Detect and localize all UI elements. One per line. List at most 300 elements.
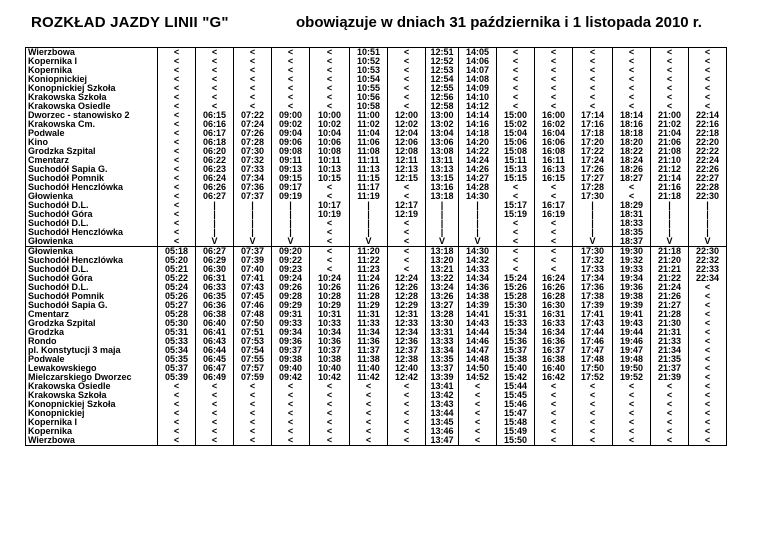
departure-cell: 09:11: [272, 156, 310, 165]
departure-cell: |: [426, 228, 459, 237]
departure-cell: <: [573, 75, 613, 84]
departure-cell: 07:30: [234, 147, 272, 156]
departure-cell: 14:50: [459, 364, 497, 373]
departure-cell: 16:37: [535, 346, 573, 355]
departure-cell: 07:46: [234, 301, 272, 310]
departure-cell: 16:08: [535, 147, 573, 156]
departure-cell: 07:39: [234, 256, 272, 265]
departure-cell: 21:12: [651, 165, 689, 174]
departure-cell: 11:34: [350, 328, 388, 337]
departure-cell: 14:20: [459, 138, 497, 147]
departure-cell: <: [388, 57, 426, 66]
departure-cell: 14:22: [459, 147, 497, 156]
departure-cell: <: [651, 84, 689, 93]
stop-name: Mielczarskiego Dworzec: [28, 373, 132, 382]
departure-cell: 10:29: [310, 301, 350, 310]
departure-cell: <: [158, 129, 196, 138]
departure-cell: <: [310, 66, 350, 75]
departure-cell: |: [689, 228, 727, 237]
departure-cell: <: [388, 247, 426, 257]
departure-cell: 14:06: [459, 57, 497, 66]
departure-cell: 14:26: [459, 165, 497, 174]
departure-cell: <: [158, 427, 196, 436]
departure-cell: <: [196, 66, 234, 75]
departure-cell: 17:34: [573, 274, 613, 283]
departure-cell: <: [350, 382, 388, 391]
departure-cell: 22:30: [689, 192, 727, 201]
departure-cell: 10:00: [310, 111, 350, 120]
departure-cell: <: [459, 391, 497, 400]
departure-cell: 16:31: [535, 310, 573, 319]
departure-cell: 09:13: [272, 165, 310, 174]
departure-cell: 15:30: [497, 301, 535, 310]
departure-cell: <: [651, 436, 689, 446]
departure-cell: <: [272, 418, 310, 427]
departure-cell: <: [158, 174, 196, 183]
departure-cell: 06:30: [196, 265, 234, 274]
departure-cell: 09:00: [272, 111, 310, 120]
timetable-row: [26, 210, 727, 219]
departure-cell: 09:31: [272, 310, 310, 319]
stop-name: Kino: [28, 138, 48, 147]
departure-cell: <: [310, 256, 350, 265]
departure-cell: 11:33: [350, 319, 388, 328]
departure-cell: 22:30: [689, 247, 727, 257]
departure-cell: 10:51: [350, 48, 388, 58]
departure-cell: 14:09: [459, 84, 497, 93]
departure-cell: V: [196, 237, 234, 247]
departure-cell: 22:28: [689, 183, 727, 192]
departure-cell: 15:26: [497, 283, 535, 292]
departure-cell: 14:30: [459, 192, 497, 201]
departure-cell: 11:22: [350, 256, 388, 265]
departure-cell: 06:41: [196, 328, 234, 337]
departure-cell: 10:42: [310, 373, 350, 382]
departure-cell: <: [388, 66, 426, 75]
departure-cell: <: [272, 391, 310, 400]
departure-cell: <: [497, 66, 535, 75]
departure-cell: 12:54: [426, 75, 459, 84]
departure-cell: 05:20: [158, 256, 196, 265]
departure-cell: <: [651, 427, 689, 436]
departure-cell: <: [535, 93, 573, 102]
departure-cell: 06:45: [196, 355, 234, 364]
stop-name: Głowienka: [28, 237, 74, 246]
departure-cell: <: [234, 84, 272, 93]
departure-cell: 15:15: [497, 174, 535, 183]
departure-cell: 22:22: [689, 147, 727, 156]
departure-cell: 09:04: [272, 129, 310, 138]
departure-cell: 09:29: [272, 301, 310, 310]
departure-cell: 15:34: [497, 328, 535, 337]
departure-cell: 05:24: [158, 283, 196, 292]
departure-cell: 12:28: [388, 292, 426, 301]
departure-cell: <: [272, 382, 310, 391]
departure-cell: 05:37: [158, 364, 196, 373]
departure-cell: 15:37: [497, 346, 535, 355]
departure-cell: <: [689, 292, 727, 301]
departure-cell: 12:38: [388, 355, 426, 364]
departure-cell: 19:34: [613, 274, 651, 283]
departure-cell: 11:08: [350, 147, 388, 156]
departure-cell: <: [158, 120, 196, 129]
departure-cell: 07:55: [234, 355, 272, 364]
departure-cell: 12:19: [388, 210, 426, 219]
departure-cell: <: [613, 400, 651, 409]
departure-cell: 11:00: [350, 111, 388, 120]
departure-cell: 21:30: [651, 319, 689, 328]
stop-name: Kopernika: [28, 66, 73, 75]
departure-cell: 17:30: [573, 247, 613, 257]
departure-cell: <: [613, 57, 651, 66]
departure-cell: 06:27: [196, 192, 234, 201]
stop-name: Grodzka: [28, 328, 65, 337]
departure-cell: <: [689, 346, 727, 355]
departure-cell: 16:28: [535, 292, 573, 301]
departure-cell: 21:08: [651, 147, 689, 156]
departure-cell: 15:17: [497, 201, 535, 210]
departure-cell: 09:23: [272, 265, 310, 274]
departure-cell: <: [689, 301, 727, 310]
departure-cell: <: [350, 400, 388, 409]
departure-cell: |: [459, 201, 497, 210]
departure-cell: <: [573, 57, 613, 66]
stop-name: Krakowska Szkoła: [28, 93, 107, 102]
departure-cell: <: [234, 427, 272, 436]
stop-name: Krakowska Osiedle: [28, 102, 111, 111]
departure-cell: 12:51: [426, 48, 459, 58]
departure-cell: <: [388, 409, 426, 418]
departure-cell: <: [497, 48, 535, 58]
departure-cell: |: [573, 228, 613, 237]
departure-cell: 11:19: [350, 192, 388, 201]
stop-name: Grodzka Szpital: [28, 147, 96, 156]
departure-cell: 10:04: [310, 129, 350, 138]
timetable-row: [26, 301, 727, 310]
stop-name: Suchodół Henczlówka: [28, 228, 124, 237]
departure-cell: <: [613, 183, 651, 192]
departure-cell: 13:27: [426, 301, 459, 310]
stop-name: Krakowska Osiedle: [28, 382, 111, 391]
departure-cell: |: [459, 219, 497, 228]
departure-cell: <: [158, 201, 196, 210]
departure-cell: 11:11: [350, 156, 388, 165]
departure-cell: 21:37: [651, 364, 689, 373]
departure-cell: <: [350, 391, 388, 400]
departure-cell: <: [388, 75, 426, 84]
departure-cell: 17:26: [573, 165, 613, 174]
departure-cell: 21:24: [651, 283, 689, 292]
departure-cell: 10:58: [350, 102, 388, 111]
departure-cell: <: [158, 192, 196, 201]
departure-cell: <: [234, 391, 272, 400]
departure-cell: 13:33: [426, 337, 459, 346]
departure-cell: 11:31: [350, 310, 388, 319]
departure-cell: <: [234, 436, 272, 446]
departure-cell: <: [234, 102, 272, 111]
departure-cell: <: [388, 427, 426, 436]
departure-cell: 10:24: [310, 274, 350, 283]
departure-cell: 14:14: [459, 111, 497, 120]
departure-cell: 16:13: [535, 165, 573, 174]
departure-cell: <: [613, 102, 651, 111]
departure-cell: |: [350, 210, 388, 219]
departure-cell: <: [388, 400, 426, 409]
departure-cell: <: [388, 192, 426, 201]
departure-cell: 12:08: [388, 147, 426, 156]
departure-cell: 15:02: [497, 120, 535, 129]
departure-cell: 09:36: [272, 337, 310, 346]
departure-cell: 13:02: [426, 120, 459, 129]
departure-cell: 15:31: [497, 310, 535, 319]
departure-cell: <: [535, 427, 573, 436]
departure-cell: 06:22: [196, 156, 234, 165]
stop-name: pl. Konstytucji 3 maja: [28, 346, 121, 355]
departure-cell: 16:36: [535, 337, 573, 346]
departure-cell: |: [272, 228, 310, 237]
departure-cell: <: [459, 436, 497, 446]
departure-cell: |: [196, 201, 234, 210]
stop-name: Podwale: [28, 129, 65, 138]
departure-cell: 18:27: [613, 174, 651, 183]
departure-cell: 19:50: [613, 364, 651, 373]
departure-cell: 19:52: [613, 373, 651, 382]
departure-cell: 12:34: [388, 328, 426, 337]
departure-cell: 19:44: [613, 328, 651, 337]
departure-cell: <: [689, 93, 727, 102]
departure-cell: 13:08: [426, 147, 459, 156]
departure-cell: <: [497, 57, 535, 66]
timetable-row: [26, 355, 727, 364]
stop-name: Suchodół Pomnik: [28, 292, 105, 301]
departure-cell: <: [234, 57, 272, 66]
departure-cell: <: [689, 337, 727, 346]
departure-cell: <: [651, 102, 689, 111]
departure-cell: 11:40: [350, 364, 388, 373]
departure-cell: 18:26: [613, 165, 651, 174]
departure-cell: <: [689, 409, 727, 418]
departure-cell: <: [234, 93, 272, 102]
departure-cell: 11:29: [350, 301, 388, 310]
departure-cell: 13:13: [426, 165, 459, 174]
stop-name: Cmentarz: [28, 310, 70, 319]
departure-cell: 14:08: [459, 75, 497, 84]
departure-cell: 13:42: [426, 391, 459, 400]
timetable-row: [26, 183, 727, 192]
departure-cell: 10:28: [310, 292, 350, 301]
departure-cell: 13:44: [426, 409, 459, 418]
departure-cell: 13:35: [426, 355, 459, 364]
departure-cell: <: [573, 400, 613, 409]
departure-cell: <: [158, 75, 196, 84]
departure-cell: 16:02: [535, 120, 573, 129]
departure-cell: 12:58: [426, 102, 459, 111]
departure-cell: 17:28: [573, 183, 613, 192]
departure-cell: 12:40: [388, 364, 426, 373]
timetable-row: [26, 346, 727, 355]
departure-cell: 07:33: [234, 165, 272, 174]
departure-cell: 15:11: [497, 156, 535, 165]
departure-cell: 17:38: [573, 292, 613, 301]
departure-cell: 11:37: [350, 346, 388, 355]
departure-cell: 15:49: [497, 427, 535, 436]
departure-cell: <: [158, 228, 196, 237]
departure-cell: 11:24: [350, 274, 388, 283]
departure-cell: 21:18: [651, 247, 689, 257]
departure-cell: <: [158, 111, 196, 120]
departure-cell: <: [272, 75, 310, 84]
stop-name: Suchodół Góra: [28, 274, 93, 283]
departure-cell: <: [613, 48, 651, 58]
departure-cell: <: [310, 265, 350, 274]
departure-cell: |: [426, 201, 459, 210]
departure-cell: 21:18: [651, 192, 689, 201]
departure-cell: 14:41: [459, 310, 497, 319]
departure-cell: 18:33: [613, 219, 651, 228]
departure-cell: <: [689, 57, 727, 66]
departure-cell: |: [196, 219, 234, 228]
timetable-row: [26, 147, 727, 156]
departure-cell: 10:17: [310, 201, 350, 210]
departure-cell: 21:34: [651, 346, 689, 355]
departure-cell: 06:29: [196, 256, 234, 265]
departure-cell: 07:34: [234, 174, 272, 183]
departure-cell: 06:33: [196, 283, 234, 292]
departure-cell: <: [196, 400, 234, 409]
departure-cell: 13:26: [426, 292, 459, 301]
departure-cell: 12:17: [388, 201, 426, 210]
departure-cell: 09:24: [272, 274, 310, 283]
departure-cell: 14:24: [459, 156, 497, 165]
departure-cell: <: [158, 102, 196, 111]
departure-cell: 05:28: [158, 310, 196, 319]
departure-cell: <: [573, 436, 613, 446]
departure-cell: <: [158, 147, 196, 156]
departure-cell: <: [388, 93, 426, 102]
departure-cell: <: [651, 93, 689, 102]
departure-cell: 13:24: [426, 283, 459, 292]
departure-cell: <: [497, 183, 535, 192]
departure-cell: 13:18: [426, 247, 459, 257]
timetable-row: [26, 373, 727, 382]
departure-cell: 14:38: [459, 292, 497, 301]
departure-cell: 14:12: [459, 102, 497, 111]
departure-cell: 16:34: [535, 328, 573, 337]
stop-name: Kopernika I: [28, 418, 78, 427]
departure-cell: <: [158, 138, 196, 147]
departure-cell: V: [272, 237, 310, 247]
timetable-row: [26, 337, 727, 346]
departure-cell: 12:00: [388, 111, 426, 120]
departure-cell: <: [613, 75, 651, 84]
departure-cell: 16:06: [535, 138, 573, 147]
departure-cell: 09:20: [272, 247, 310, 257]
departure-cell: <: [459, 382, 497, 391]
departure-cell: <: [310, 409, 350, 418]
departure-cell: <: [535, 48, 573, 58]
departure-cell: 21:14: [651, 174, 689, 183]
departure-cell: 07:26: [234, 129, 272, 138]
departure-cell: 21:04: [651, 129, 689, 138]
departure-cell: 11:17: [350, 183, 388, 192]
departure-cell: <: [535, 409, 573, 418]
stop-name: Suchodół Góra: [28, 210, 93, 219]
departure-cell: 14:16: [459, 120, 497, 129]
departure-cell: 13:45: [426, 418, 459, 427]
departure-cell: 15:13: [497, 165, 535, 174]
departure-cell: <: [651, 391, 689, 400]
timetable-row: [26, 382, 727, 391]
departure-cell: |: [651, 219, 689, 228]
departure-cell: <: [388, 183, 426, 192]
timetable-row: [26, 219, 727, 228]
departure-cell: <: [689, 102, 727, 111]
departure-cell: 15:36: [497, 337, 535, 346]
departure-cell: 07:54: [234, 346, 272, 355]
timetable-row: [26, 409, 727, 418]
departure-cell: 22:16: [689, 120, 727, 129]
departure-cell: <: [689, 310, 727, 319]
departure-cell: 17:47: [573, 346, 613, 355]
departure-cell: <: [350, 436, 388, 446]
departure-cell: 14:30: [459, 247, 497, 257]
departure-cell: |: [196, 210, 234, 219]
stop-name: Głowienka: [26, 247, 158, 257]
departure-cell: 13:37: [426, 364, 459, 373]
departure-cell: 13:06: [426, 138, 459, 147]
departure-cell: 06:35: [196, 292, 234, 301]
departure-cell: <: [196, 391, 234, 400]
departure-cell: 21:26: [651, 292, 689, 301]
departure-cell: 21:02: [651, 120, 689, 129]
departure-cell: <: [272, 427, 310, 436]
departure-cell: <: [158, 436, 196, 446]
departure-cell: <: [613, 192, 651, 201]
departure-cell: 13:46: [426, 427, 459, 436]
departure-cell: <: [689, 355, 727, 364]
departure-cell: 13:28: [426, 310, 459, 319]
departure-cell: <: [350, 418, 388, 427]
timetable-row: [26, 237, 727, 247]
departure-cell: 14:44: [459, 328, 497, 337]
departure-cell: <: [196, 57, 234, 66]
departure-cell: <: [535, 400, 573, 409]
departure-cell: 12:55: [426, 84, 459, 93]
departure-cell: V: [651, 237, 689, 247]
departure-cell: 10:40: [310, 364, 350, 373]
departure-cell: <: [573, 84, 613, 93]
timetable-row: [26, 165, 727, 174]
departure-cell: <: [535, 75, 573, 84]
stop-name: Głowienka: [28, 192, 74, 201]
departure-cell: <: [535, 219, 573, 228]
stop-name: Cmentarz: [28, 156, 70, 165]
stop-name: Konopnickiej Szkoła: [28, 84, 116, 93]
departure-cell: 13:00: [426, 111, 459, 120]
departure-cell: |: [689, 201, 727, 210]
stop-name: Suchodół Sapia G.: [28, 165, 108, 174]
departure-cell: <: [158, 210, 196, 219]
departure-cell: 13:31: [426, 328, 459, 337]
departure-cell: 06:27: [196, 247, 234, 257]
departure-cell: <: [310, 400, 350, 409]
departure-cell: 09:37: [272, 346, 310, 355]
stop-name: Dworzec - stanowisko 2: [28, 111, 130, 120]
departure-cell: 14:46: [459, 337, 497, 346]
departure-cell: 10:11: [310, 156, 350, 165]
departure-cell: 05:39: [158, 373, 196, 382]
departure-cell: <: [158, 183, 196, 192]
